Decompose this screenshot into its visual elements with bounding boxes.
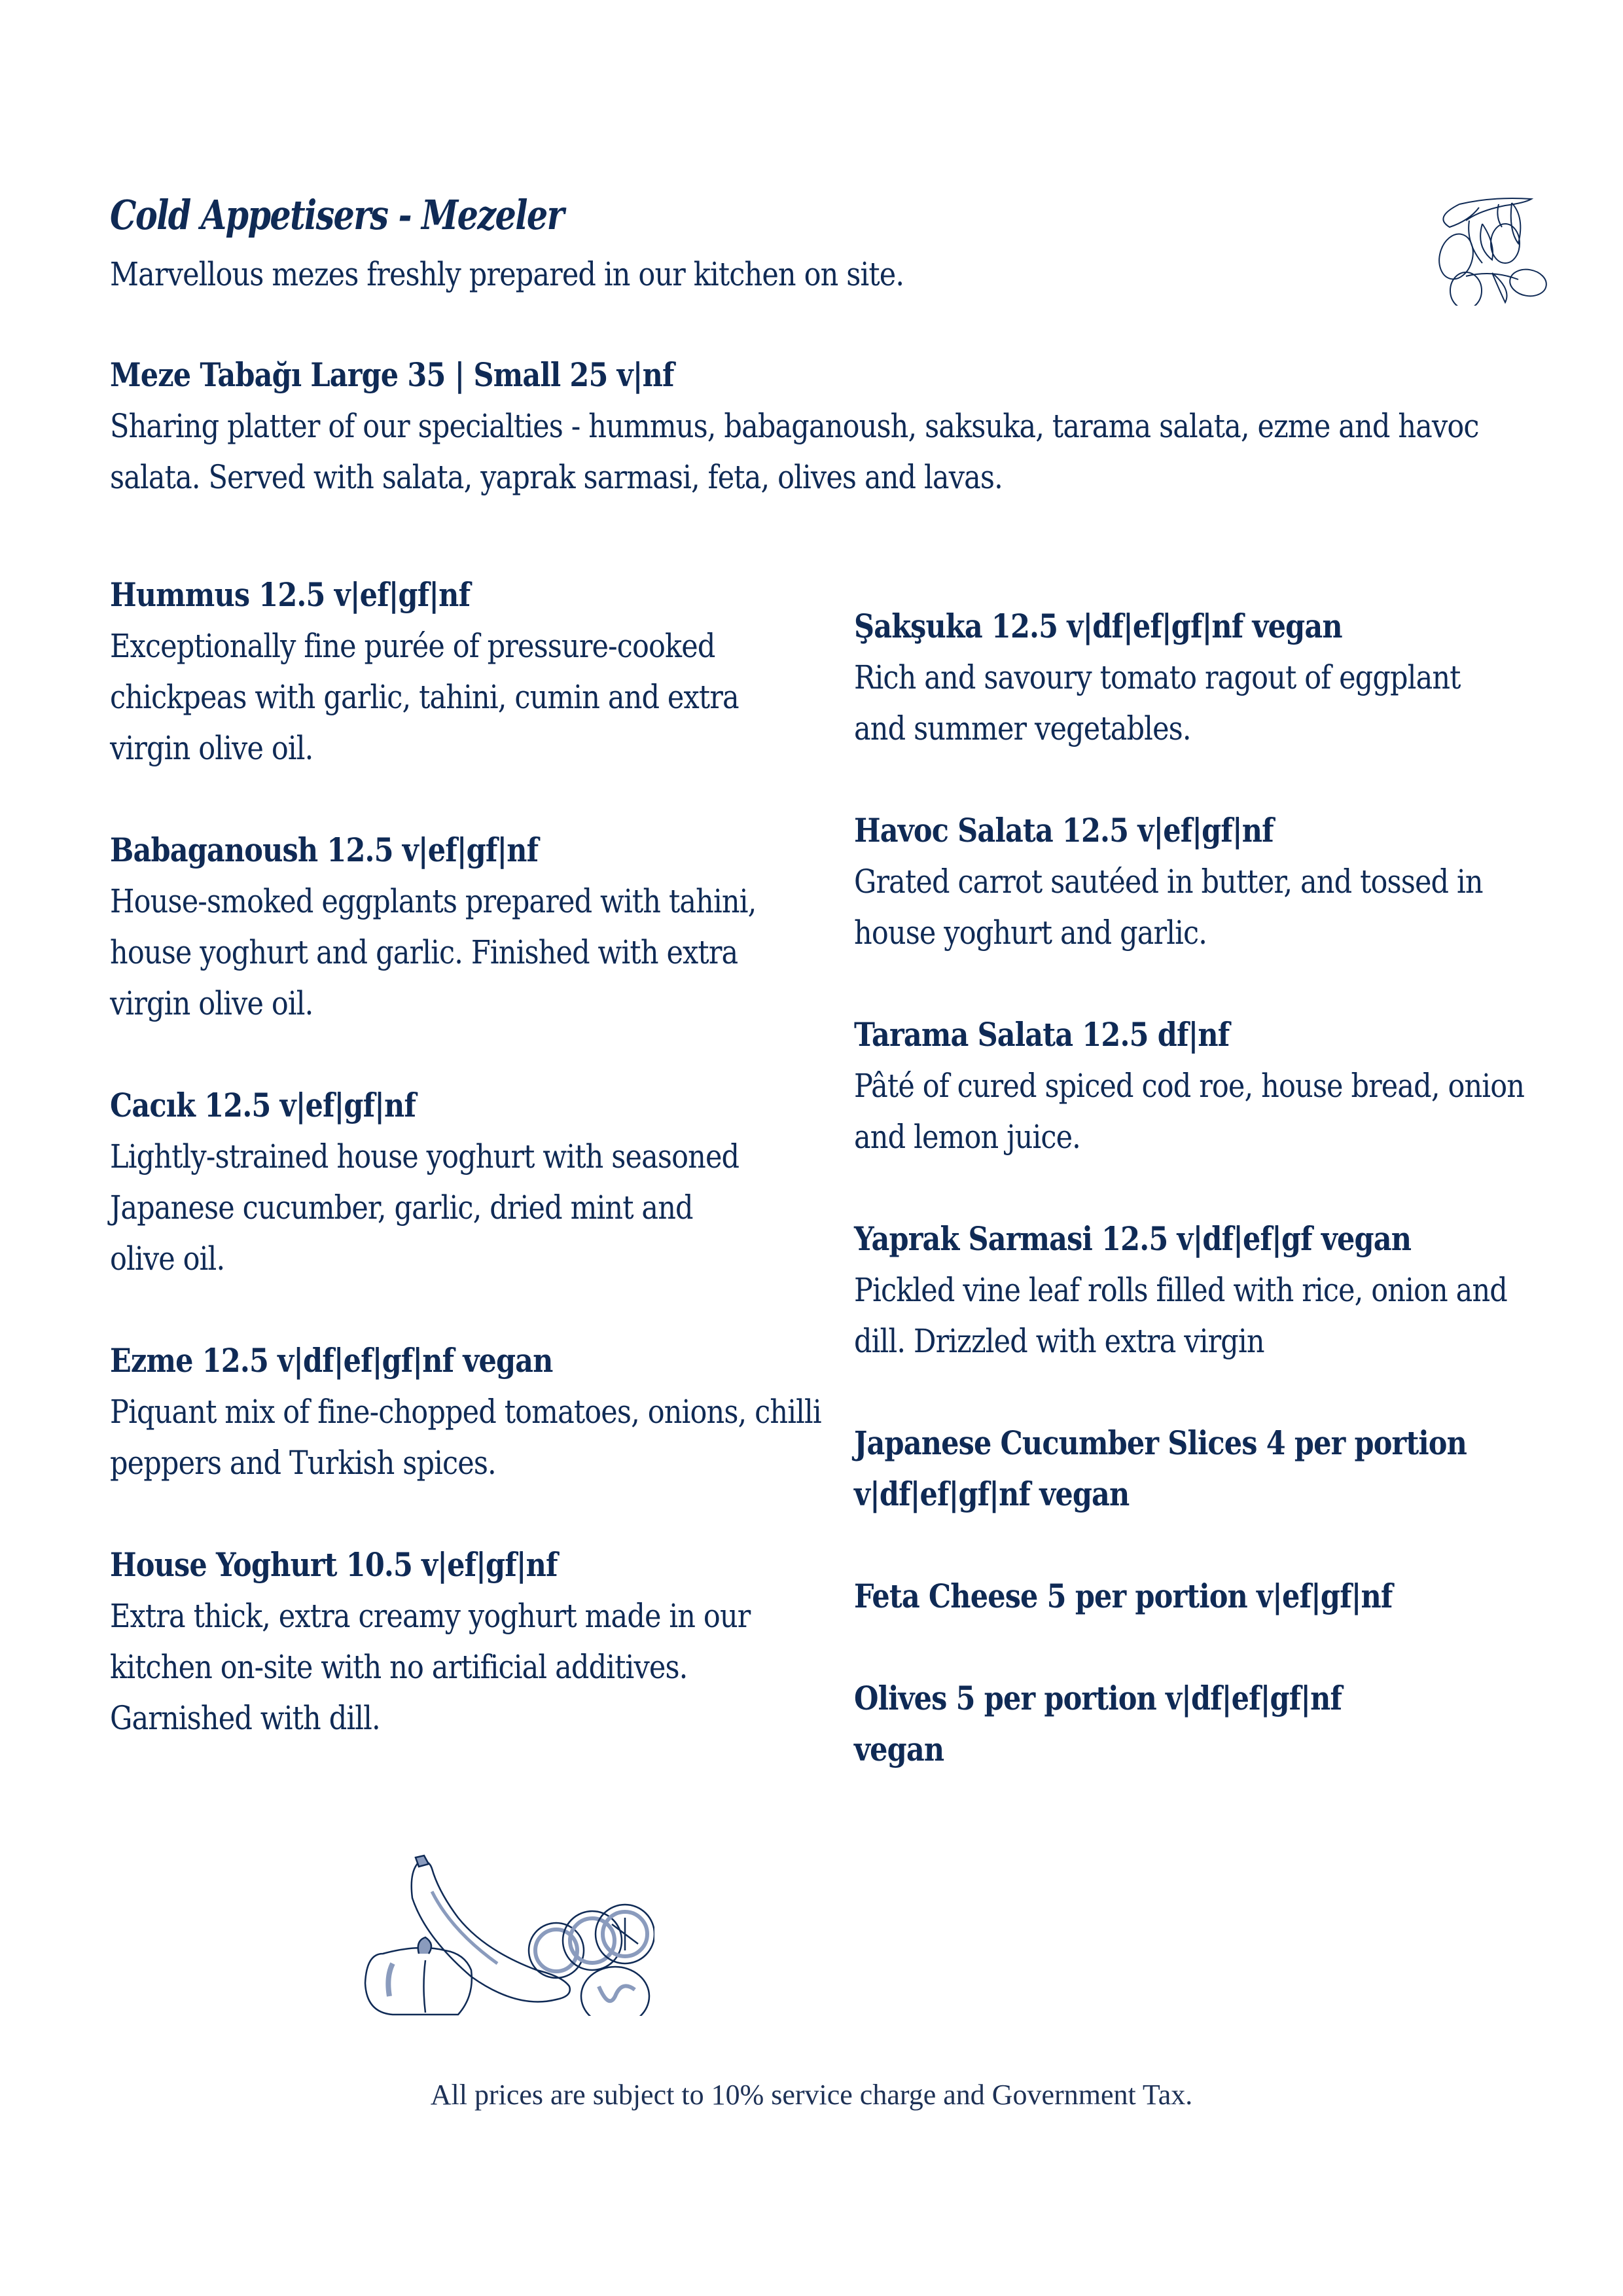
menu-item	[110, 1080, 817, 1284]
menu-item-name	[854, 1213, 1561, 1265]
menu-item-description: Rich and savoury tomato ragout of eggplant and summer vegetables.	[854, 658, 1461, 747]
menu-item	[110, 1539, 817, 1744]
menu-item-name	[854, 1571, 1561, 1622]
vegetables-illustration-icon	[347, 1846, 654, 2016]
menu-item-name-text: Feta Cheese 5 per portion v|ef|gf|nf	[854, 1577, 1393, 1615]
menu-item-name	[110, 1335, 817, 1386]
menu-item-description: House-smoked eggplants prepared with tahini, house yoghurt and garlic. Finished with extra virgin olive oil.	[110, 882, 757, 1022]
service-charge-note: All prices are subject to 10% service charge and Government Tax.	[430, 2079, 1193, 2111]
menu-item-description: Pâté of cured spiced cod roe, house bread, onion and lemon juice.	[854, 1067, 1525, 1156]
menu-item-name	[110, 825, 817, 876]
menu-item-name-text: Ezme 12.5 v|df|ef|gf|nf vegan	[110, 1341, 553, 1380]
menu-item	[854, 1673, 1561, 1775]
menu-item-name-text: Cacık 12.5 v|ef|gf|nf	[110, 1086, 416, 1124]
menu-item-name	[110, 1539, 817, 1590]
menu-item-name: Olives 5 per portion v|df|ef|gf|nf vegan	[854, 1679, 1342, 1768]
menu-item	[110, 825, 817, 1029]
menu-item-description: Extra thick, extra creamy yoghurt made in our kitchen on-site with no artificial additives. Garnished with dill.	[110, 1597, 751, 1737]
featured-item-name	[110, 350, 1550, 401]
menu-item-name: Japanese Cucumber Slices 4 per portion v|df|ef|gf|nf vegan	[854, 1424, 1467, 1513]
menu-item	[854, 1009, 1561, 1162]
menu-item-description: Exceptionally fine purée of pressure-cooked chickpeas with garlic, tahini, cumin and extra virgin olive oil.	[110, 627, 739, 767]
menu-item	[854, 1571, 1561, 1622]
menu-item-name	[854, 1009, 1561, 1060]
menu-item	[854, 1213, 1561, 1367]
menu-item	[110, 569, 817, 774]
menu-item-description: Lightly-strained house yoghurt with seasoned Japanese cucumber, garlic, dried mint and olive oil.	[110, 1138, 740, 1278]
menu-item	[854, 1418, 1561, 1520]
olive-branch-icon	[1420, 191, 1551, 306]
page-title: Cold Appetisers - Mezeler	[110, 191, 563, 239]
menu-item	[854, 601, 1561, 754]
right-menu-column	[854, 601, 1561, 1826]
menu-item	[854, 805, 1561, 958]
menu-item	[110, 1335, 821, 1488]
menu-item-description: Grated carrot sautéed in butter, and tossed in house yoghurt and garlic.	[854, 863, 1483, 952]
menu-item-name-text: Yaprak Sarmasi 12.5 v|df|ef|gf vegan	[854, 1219, 1412, 1258]
menu-item-name	[110, 1080, 817, 1131]
left-menu-column	[110, 569, 821, 1795]
menu-item-name-text: Hummus 12.5 v|ef|gf|nf	[110, 575, 471, 614]
menu-item-name-text: Babaganoush 12.5 v|ef|gf|nf	[110, 831, 539, 869]
menu-item-name-text: Tarama Salata 12.5 df|nf	[854, 1015, 1230, 1054]
menu-item-name-text: Şakşuka 12.5 v|df|ef|gf|nf vegan	[854, 607, 1342, 645]
featured-item-description: Sharing platter of our specialties - hummus, babaganoush, saksuka, tarama salata, ezme and havoc salata. Served with salata, yaprak sarmasi, feta, olives and lavas.	[110, 407, 1479, 496]
page-subtitle	[110, 249, 1033, 300]
menu-item-description: Piquant mix of fine-chopped tomatoes, onions, chilli peppers and Turkish spices.	[110, 1393, 821, 1482]
menu-item-name	[854, 601, 1561, 652]
subtitle-text: Marvellous mezes freshly prepared in our kitchen on site.	[110, 255, 904, 293]
menu-item-name	[854, 805, 1561, 856]
featured-item	[110, 350, 1550, 503]
menu-item-name	[110, 569, 817, 620]
menu-item-name-text: House Yoghurt 10.5 v|ef|gf|nf	[110, 1545, 558, 1584]
menu-item-description: Pickled vine leaf rolls filled with rice, onion and dill. Drizzled with extra virgin	[854, 1271, 1507, 1360]
featured-item-name-text: Meze Tabağı Large 35 | Small 25 v|nf	[110, 355, 674, 394]
menu-item-name-text: Havoc Salata 12.5 v|ef|gf|nf	[854, 811, 1274, 850]
